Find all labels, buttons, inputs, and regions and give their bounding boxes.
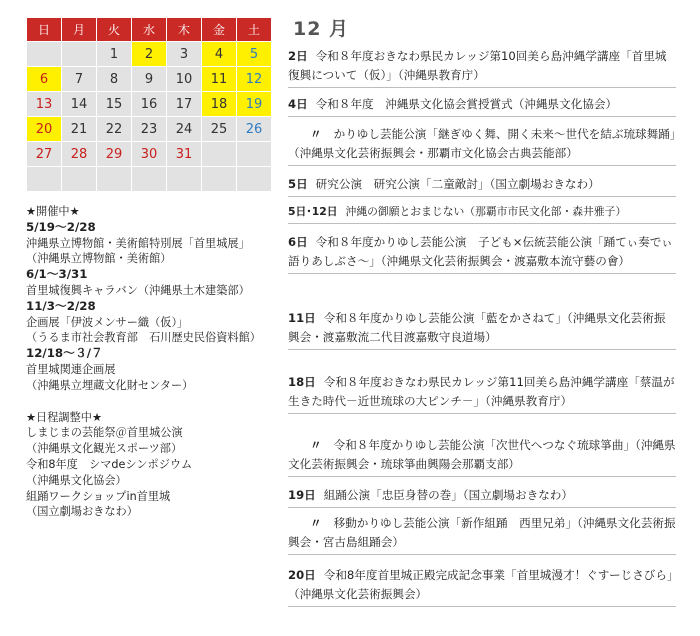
calendar-week (27, 67, 272, 92)
event-text: 令和８年度かりゆし芸能公演「藍をかさねて」（沖縄県文化芸術振興会・渡嘉敷流二代目渡嘉敷守良道場） (288, 311, 666, 344)
open-item-org: （沖縄県立博物館・美術館） (26, 252, 172, 266)
month-title: 12 月 (293, 18, 350, 40)
calendar-day: 19 (237, 92, 272, 117)
open-item-dates: 5/19〜2/28 (26, 219, 96, 234)
calendar-day (27, 42, 62, 67)
calendar-day (167, 167, 202, 192)
event-text: 移動かりゆし芸能公演「新作組踊 西里兄弟」（沖縄県文化芸術振興会・宮古島組踊会） (288, 516, 676, 549)
calendar-day: 18 (202, 92, 237, 117)
calendar-day: 8 (97, 67, 132, 92)
calendar-day: 14 (62, 92, 97, 117)
ditto-mark: 〃 (310, 438, 322, 452)
calendar-day: 4 (202, 42, 237, 67)
calendar-day: 9 (132, 67, 167, 92)
left-notes (26, 204, 276, 520)
event-item (288, 373, 676, 414)
calendar-day: 25 (202, 117, 237, 142)
calendar-day: 15 (97, 92, 132, 117)
event-item (288, 175, 676, 197)
event-text: 組踊公演「忠臣身替の巻」（国立劇場おきなわ） (323, 488, 573, 502)
calendar-day: 16 (132, 92, 167, 117)
calendar-day (237, 142, 272, 167)
adjust-item-org: （沖縄県文化協会） (26, 473, 127, 487)
event-date: 18日 (288, 375, 316, 389)
calendar-day: 17 (167, 92, 202, 117)
adjust-heading: ★日程調整中★ (26, 410, 102, 424)
event-date: 19日 (288, 488, 316, 502)
open-item-org: （沖縄県立埋蔵文化財センター） (26, 378, 194, 392)
event-item (288, 436, 676, 477)
calendar-day (97, 167, 132, 192)
open-item-dates: 12/18〜３/７ (26, 346, 103, 361)
weekday-fri: 金 (202, 18, 237, 42)
calendar-day (202, 167, 237, 192)
calendar-day: 26 (237, 117, 272, 142)
open-item-title: 首里城復興キャラバン（沖縄県土木建築部） (26, 283, 250, 297)
calendar-week (27, 167, 272, 192)
calendar-day: 27 (27, 142, 62, 167)
event-date: 4日 (288, 97, 308, 111)
calendar (26, 17, 272, 192)
calendar-day: 7 (62, 67, 97, 92)
event-item (288, 233, 676, 274)
spacer (26, 394, 276, 410)
open-item-title: 企画展「伊波メンサー織（仮）」 (26, 315, 189, 329)
ditto-mark: 〃 (310, 516, 322, 530)
calendar-day (202, 142, 237, 167)
calendar-day: 10 (167, 67, 202, 92)
open-item-dates: 11/3〜2/28 (26, 298, 96, 313)
calendar-day: 12 (237, 67, 272, 92)
event-date: 20日 (288, 568, 316, 582)
calendar-day: 30 (132, 142, 167, 167)
adjust-item-title: 令和8年度 シマdeシンポジウム (26, 457, 193, 471)
weekday-sat: 土 (237, 18, 272, 42)
event-date: 5日･12日 (288, 205, 338, 218)
event-item (288, 95, 676, 117)
event-text: 令和８年度おきなわ県民カレッジ第10回美ら島沖縄学講座「首里城復興について（仮）」（沖縄県教育庁） (288, 49, 667, 82)
event-text: 令和８年度おきなわ県民カレッジ第11回美ら島沖縄学講座「蔡温が生きた時代－近世琉球の大ピンチ－」（沖縄県教育庁） (288, 375, 675, 408)
calendar-day: 13 (27, 92, 62, 117)
calendar-week (27, 42, 272, 67)
event-item (288, 566, 676, 607)
adjust-item-org: （国立劇場おきなわ） (26, 505, 138, 519)
open-item-title: 首里城関連企画展 (26, 362, 116, 376)
event-text: 令和８年度かりゆし芸能公演「次世代へつなぐ琉球箏曲」（沖縄県文化芸術振興会・琉球箏曲興陽会那覇支部） (288, 438, 676, 471)
event-date: 11日 (288, 311, 316, 325)
calendar-day (27, 167, 62, 192)
event-text: 令和８年度 沖縄県文化協会賞授賞式（沖縄県文化協会） (315, 97, 618, 111)
weekday-sun: 日 (27, 18, 62, 42)
open-item-org: （うるま市社会教育部 石川歴史民俗資料館） (26, 331, 261, 345)
event-item (288, 486, 676, 508)
calendar-day: 2 (132, 42, 167, 67)
event-date: 5日 (288, 177, 308, 191)
calendar-day: 5 (237, 42, 272, 67)
event-text: 研究公演 研究公演「二童敵討」（国立劇場おきなわ） (315, 177, 600, 191)
calendar-day: 20 (27, 117, 62, 142)
weekday-wed: 水 (132, 18, 167, 42)
calendar-week (27, 117, 272, 142)
adjust-item-title: しまじまの芸能祭＠首里城公演 (26, 426, 183, 440)
ditto-mark: 〃 (310, 127, 322, 141)
adjust-item-org: （沖縄県文化観光スポーツ部） (26, 442, 183, 456)
calendar-day: 21 (62, 117, 97, 142)
calendar-day: 24 (167, 117, 202, 142)
event-text: 令和8年度首里城正殿完成記念事業「首里城漫才！ぐすーじさびら」（沖縄県文化芸術振興会） (288, 568, 673, 601)
calendar-day (132, 167, 167, 192)
event-text: かりゆし芸能公演「継ぎゆく舞、開く未来～世代を結ぶ琉球舞踊」（沖縄県文化芸術振興会・那覇市文化協会古典芸能部） (288, 127, 676, 160)
event-date: 2日 (288, 49, 308, 63)
event-item (288, 47, 676, 88)
adjust-item-title: 組踊ワークショップin首里城 (26, 489, 171, 503)
calendar-header-row (27, 18, 272, 42)
calendar-day: 6 (27, 67, 62, 92)
weekday-tue: 火 (97, 18, 132, 42)
calendar-day (62, 167, 97, 192)
event-text: 沖縄の御願とおまじない（那覇市市民文化部・森井雅子） (345, 205, 627, 218)
calendar-week (27, 92, 272, 117)
event-text: 令和８年度かりゆし芸能公演 子ども×伝統芸能公演「踊てぃ奏でぃ語りあしぶさ～」（沖縄県文化芸術振興会・渡嘉敷本流守藝の會） (288, 235, 673, 268)
calendar-day: 29 (97, 142, 132, 167)
weekday-mon: 月 (62, 18, 97, 42)
weekday-thu: 木 (167, 18, 202, 42)
event-item (288, 514, 676, 555)
calendar-day: 28 (62, 142, 97, 167)
open-item-dates: 6/1〜3/31 (26, 267, 88, 282)
calendar-week (27, 142, 272, 167)
calendar-day: 3 (167, 42, 202, 67)
calendar-day: 22 (97, 117, 132, 142)
open-item-title: 沖縄県立博物館・美術館特別展「首里城展」 (26, 236, 250, 250)
calendar-day: 23 (132, 117, 167, 142)
event-item (288, 125, 676, 166)
calendar-day (237, 167, 272, 192)
calendar-day: 11 (202, 67, 237, 92)
calendar-day: 1 (97, 42, 132, 67)
event-date: 6日 (288, 235, 308, 249)
calendar-day: 31 (167, 142, 202, 167)
open-heading: ★開催中★ (26, 205, 80, 218)
event-item (288, 309, 676, 350)
calendar-day (62, 42, 97, 67)
event-item (288, 202, 676, 224)
